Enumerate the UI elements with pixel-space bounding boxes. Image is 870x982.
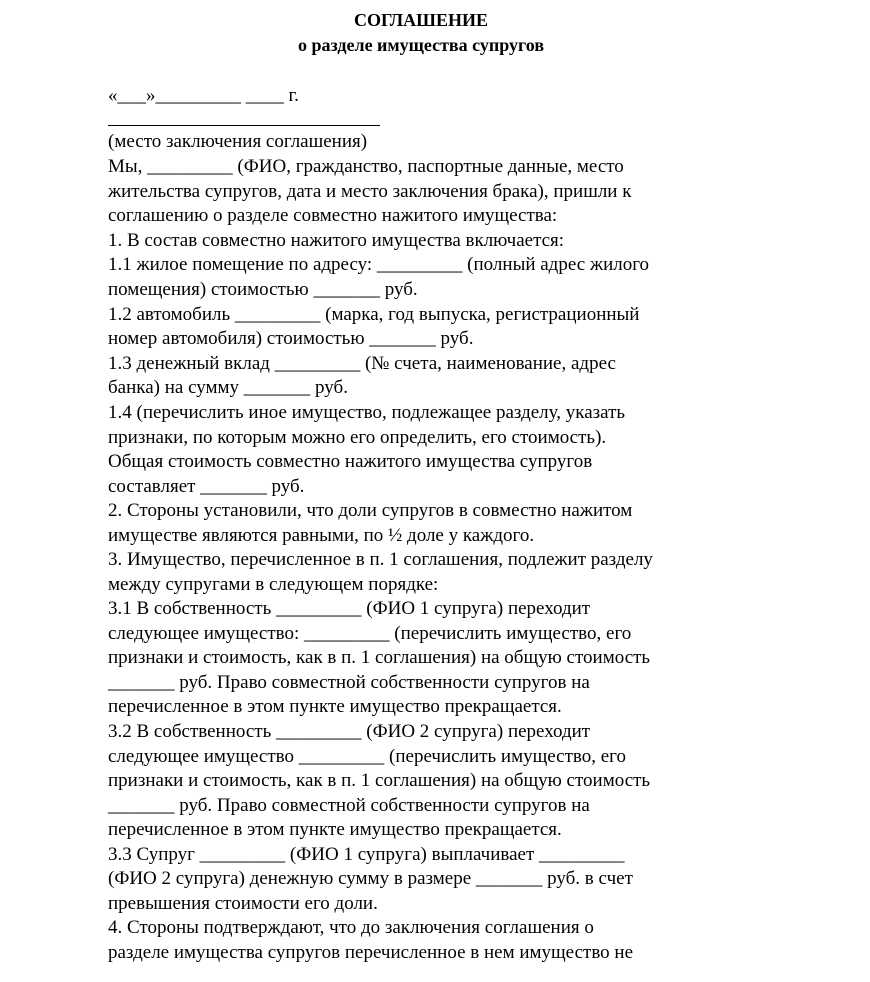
clause-3-2: 3.2 В собственность _________ (ФИО 2 супруга) переходит [108,721,591,742]
clause-3-3: 3.3 Супруг _________ (ФИО 1 супруга) выплачивает _________ [108,844,625,865]
clause-1-4-cont: признаки, по которым можно его определить, его стоимость). [108,427,607,448]
document-title: СОГЛАШЕНИЕ [354,10,488,30]
clause-3-1-cont: перечисленное в этом пункте имущество прекращается. [108,696,562,717]
text-line: жительства супругов, дата и место заключения брака), пришли к [108,181,632,202]
clause-1-2-cont: номер автомобиля) стоимостью _______ руб. [108,328,474,349]
clause-3-2-cont: _______ руб. Право совместной собственности супругов на [108,795,590,816]
clause-3-1-cont: _______ руб. Право совместной собственности супругов на [108,672,590,693]
clause-1-1-cont: помещения) стоимостью _______ руб. [108,279,418,300]
clause-1-1: 1.1 жилое помещение по адресу: _________ (полный адрес жилого [108,254,650,275]
document-subtitle: о разделе имущества супругов [297,35,545,55]
clause-3-3-cont: (ФИО 2 супруга) денежную сумму в размере _______ руб. в счет [108,868,633,889]
place-blank-underline [108,125,380,126]
clause-3-2-cont: следующее имущество _________ (перечислить имущество, его [108,746,626,767]
clause-3-1-cont: признаки и стоимость, как в п. 1 соглашения) на общую стоимость [108,647,651,668]
clause-1-3: 1.3 денежный вклад _________ (№ счета, наименование, адрес [108,353,616,374]
clause-4: 4. Стороны подтверждают, что до заключения соглашения о [108,917,594,938]
text-line: соглашению о разделе совместно нажитого имущества: [108,205,558,226]
clause-4-cont: разделе имущества супругов перечисленное в нем имущество не [108,942,634,963]
clause-2-cont: имуществе являются равными, по ½ доле у каждого. [108,525,535,546]
clause-3-2-cont: перечисленное в этом пункте имущество прекращается. [108,819,562,840]
total-value-cont: составляет _______ руб. [108,476,305,497]
clause-1-2: 1.2 автомобиль _________ (марка, год выпуска, регистрационный [108,304,640,325]
clause-3-3-cont: превышения стоимости его доли. [108,893,378,914]
place-caption: (место заключения соглашения) [108,131,368,152]
total-value-line: Общая стоимость совместно нажитого имущества супругов [108,451,593,472]
date-line: «___»_________ ____ г. [108,85,299,106]
clause-2: 2. Стороны установили, что доли супругов в совместно нажитом [108,500,633,521]
clause-1-3-cont: банка) на сумму _______ руб. [108,377,348,398]
clause-1-heading: 1. В состав совместно нажитого имущества включается: [108,230,565,251]
clause-3-2-cont: признаки и стоимость, как в п. 1 соглашения) на общую стоимость [108,770,651,791]
clause-3-1: 3.1 В собственность _________ (ФИО 1 супруга) переходит [108,598,591,619]
clause-3-cont: между супругами в следующем порядке: [108,574,439,595]
clause-3-1-cont: следующее имущество: _________ (перечислить имущество, его [108,623,632,644]
clause-3: 3. Имущество, перечисленное в п. 1 соглашения, подлежит разделу [108,549,653,570]
clause-1-4: 1.4 (перечислить иное имущество, подлежащее разделу, указать [108,402,626,423]
text-line: Мы, _________ (ФИО, гражданство, паспортные данные, место [108,156,624,177]
